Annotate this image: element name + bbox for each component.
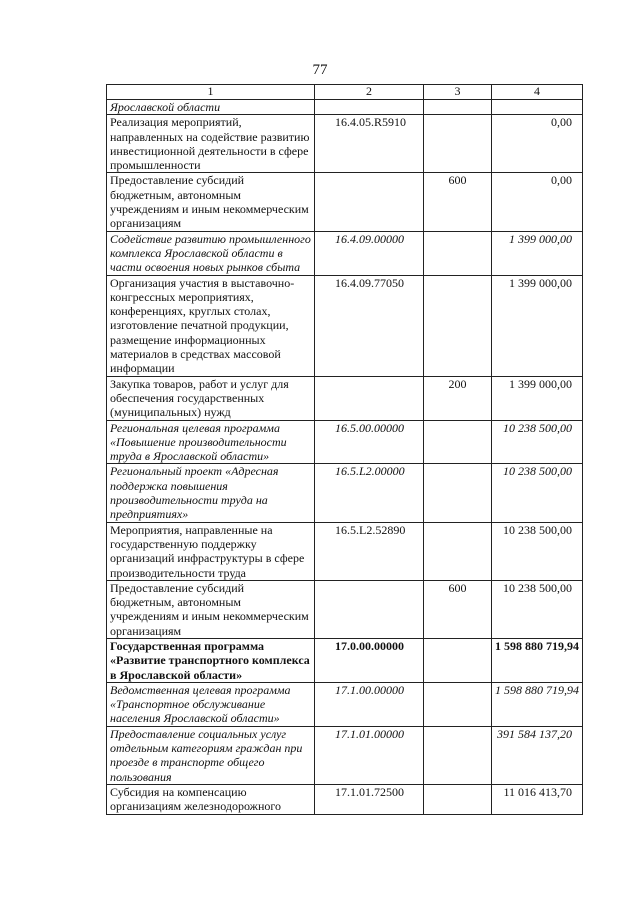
row-amount-cell: 1 399 000,00: [492, 376, 583, 420]
table-row: [107, 376, 583, 420]
row-name-cell: Субсидия на компенсацию организациям железнодорожного: [107, 784, 315, 814]
table-row: [107, 784, 583, 814]
row-amount-cell: 10 238 500,00: [492, 464, 583, 522]
row-code-cell: 16.5.L2.52890: [315, 522, 424, 580]
header-col-1: 1: [107, 85, 315, 100]
header-col-4: 4: [492, 85, 583, 100]
row-name-cell: Реализация мероприятий, направленных на содействие развитию инвестиционной деятельности в сфере промышленности: [107, 115, 315, 173]
row-name-cell: Ведомственная целевая программа «Транспортное обслуживание населения Ярославской области»: [107, 682, 315, 726]
page-number: 77: [312, 62, 328, 78]
row-name-cell: Региональная целевая программа «Повышение производительности труда в Ярославской области»: [107, 420, 315, 464]
row-type-cell: 600: [424, 580, 492, 638]
row-code-cell: 16.5.00.00000: [315, 420, 424, 464]
row-type-cell: [424, 682, 492, 726]
table-body: [107, 100, 583, 815]
table-row: [107, 231, 583, 275]
row-code-cell: 16.4.09.77050: [315, 275, 424, 376]
table-row: [107, 173, 583, 231]
row-amount-cell: 1 399 000,00: [492, 275, 583, 376]
row-type-cell: [424, 420, 492, 464]
row-amount-cell: 391 584 137,20: [492, 726, 583, 784]
table-row: [107, 726, 583, 784]
row-name-cell: Предоставление субсидий бюджетным, автономным учреждениям и иным некоммерческим организациям: [107, 173, 315, 231]
row-type-cell: [424, 464, 492, 522]
row-type-cell: [424, 784, 492, 814]
row-amount-cell: 10 238 500,00: [492, 420, 583, 464]
table-row: [107, 275, 583, 376]
row-amount-cell: [492, 100, 583, 115]
row-name-cell: Организация участия в выставочно-конгрессных мероприятиях, конференциях, круглых столах, изготовление печатной продукции, размещение информационных материалов в средствах массовой информации: [107, 275, 315, 376]
row-code-cell: 16.4.09.00000: [315, 231, 424, 275]
row-name-cell: Предоставление субсидий бюджетным, автономным учреждениям и иным некоммерческим организациям: [107, 580, 315, 638]
row-type-cell: [424, 231, 492, 275]
row-code-cell: 16.4.05.R5910: [315, 115, 424, 173]
row-name-cell: Региональный проект «Адресная поддержка повышения производительности труда на предприятиях»: [107, 464, 315, 522]
row-amount-cell: 1 399 000,00: [492, 231, 583, 275]
row-code-cell: [315, 580, 424, 638]
header-col-3: 3: [424, 85, 492, 100]
row-code-cell: [315, 376, 424, 420]
header-row: [107, 85, 583, 100]
row-code-cell: 17.0.00.00000: [315, 638, 424, 682]
row-type-cell: [424, 115, 492, 173]
table-row: [107, 464, 583, 522]
row-code-cell: [315, 100, 424, 115]
table-row: [107, 115, 583, 173]
row-name-cell: Государственная программа «Развитие транспортного комплекса в Ярославской области»: [107, 638, 315, 682]
table-row: [107, 522, 583, 580]
row-amount-cell: 0,00: [492, 115, 583, 173]
row-amount-cell: 0,00: [492, 173, 583, 231]
row-name-cell: Закупка товаров, работ и услуг для обеспечения государственных (муниципальных) нужд: [107, 376, 315, 420]
row-name-cell: Предоставление социальных услуг отдельным категориям граждан при проезде в транспорте общего пользования: [107, 726, 315, 784]
row-amount-cell: 10 238 500,00: [492, 522, 583, 580]
table-row: [107, 100, 583, 115]
row-code-cell: 16.5.L2.00000: [315, 464, 424, 522]
row-name-cell: Мероприятия, направленные на государственную поддержку организаций инфраструктуры в сфере производительности труда: [107, 522, 315, 580]
row-amount-cell: 10 238 500,00: [492, 580, 583, 638]
table-row: [107, 638, 583, 682]
row-code-cell: 17.1.00.00000: [315, 682, 424, 726]
row-type-cell: 600: [424, 173, 492, 231]
row-amount-cell: 11 016 413,70: [492, 784, 583, 814]
header-col-2: 2: [315, 85, 424, 100]
table-row: [107, 420, 583, 464]
row-name-cell: Ярославской области: [107, 100, 315, 115]
row-type-cell: [424, 726, 492, 784]
row-name-cell: Содействие развитию промышленного комплекса Ярославской области в части освоения новых рынков сбыта: [107, 231, 315, 275]
row-code-cell: 17.1.01.72500: [315, 784, 424, 814]
budget-table: [106, 84, 583, 815]
row-type-cell: [424, 522, 492, 580]
row-type-cell: [424, 275, 492, 376]
row-amount-cell: 1 598 880 719,94: [492, 682, 583, 726]
row-type-cell: [424, 100, 492, 115]
row-type-cell: [424, 638, 492, 682]
row-code-cell: [315, 173, 424, 231]
table-row: [107, 682, 583, 726]
row-code-cell: 17.1.01.00000: [315, 726, 424, 784]
row-type-cell: 200: [424, 376, 492, 420]
table-row: [107, 580, 583, 638]
row-amount-cell: 1 598 880 719,94: [492, 638, 583, 682]
